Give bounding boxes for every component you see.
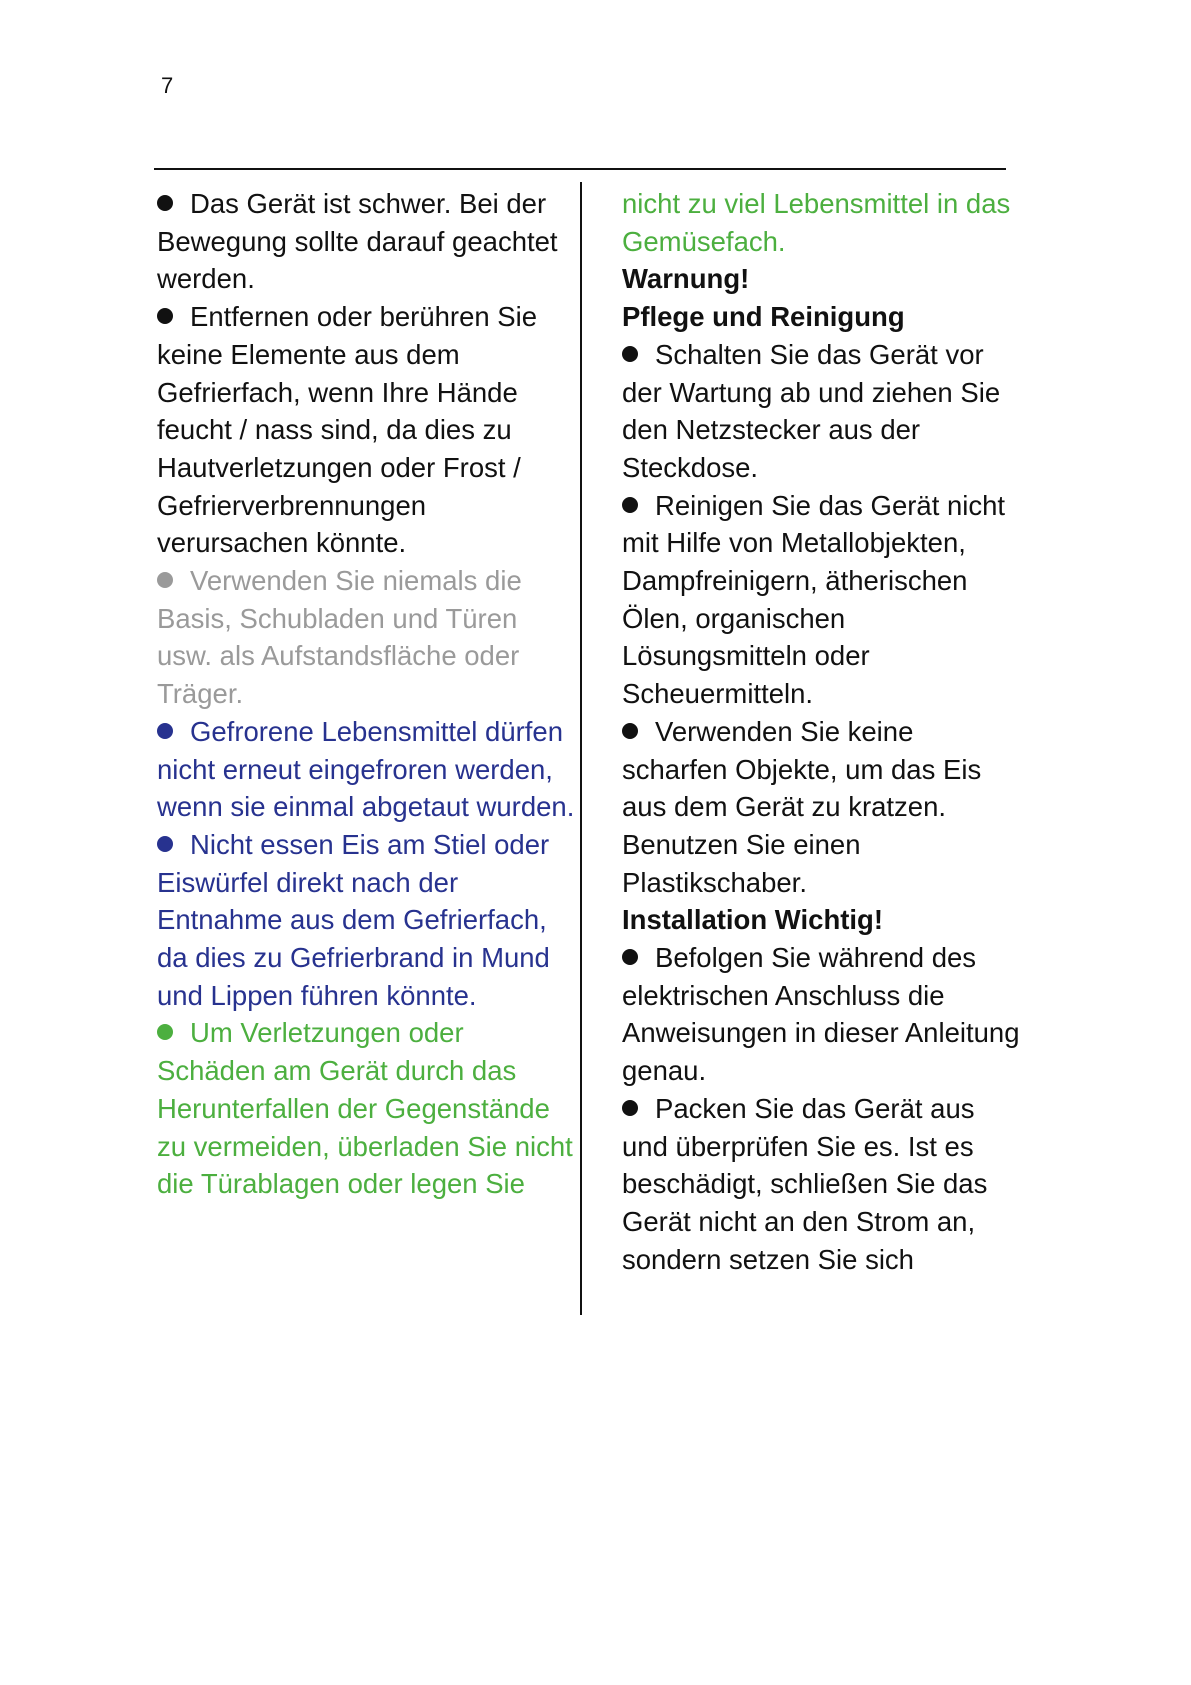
bullet-text: Packen Sie das Gerät aus und überprüfen Sie es. Ist es beschädigt, schließen Sie das Gerät nicht an den Strom an, sondern setzen Sie sich	[622, 1092, 988, 1275]
bullet-item	[157, 713, 577, 826]
bullet-item	[157, 826, 577, 1015]
bullet-text: Um Verletzungen oder Schäden am Gerät durch das Herunterfallen der Gegenstände zu vermeiden, überladen Sie nicht die Türablagen oder legen Sie	[157, 1017, 573, 1200]
bullet-icon	[157, 1024, 173, 1040]
bullet-icon	[157, 308, 173, 324]
bullet-text: Reinigen Sie das Gerät nicht mit Hilfe von Metallobjekten, Dampfreinigern, ätherischen Ölen, organischen Lösungsmitteln oder Scheuermitteln.	[622, 489, 1006, 710]
care-heading: Pflege und Reinigung	[622, 301, 905, 333]
bullet-item	[622, 1090, 1022, 1279]
bullet-icon	[622, 346, 638, 362]
bullet-icon	[622, 497, 638, 513]
bullet-text: Nicht essen Eis am Stiel oder Eiswürfel direkt nach der Entnahme aus dem Gefrierfach, da dies zu Gefrierbrand in Mund und Lippen führen könnte.	[157, 828, 550, 1011]
bullet-text: Befolgen Sie während des elektrischen Anschluss die Anweisungen in dieser Anleitung genau.	[622, 942, 1020, 1087]
bullet-item	[157, 1014, 577, 1203]
right-column	[622, 185, 1022, 1278]
bullet-text: Schalten Sie das Gerät vor der Wartung ab und ziehen Sie den Netzstecker aus der Steckdose.	[622, 338, 1001, 483]
bullet-icon	[622, 723, 638, 739]
header-rule	[154, 168, 1006, 170]
bullet-item	[157, 562, 577, 713]
column-divider	[580, 182, 582, 1315]
bullet-item	[157, 298, 577, 562]
continuation-text: nicht zu viel Lebensmittel in das Gemüsefach.	[622, 188, 1011, 257]
bullet-icon	[622, 1100, 638, 1116]
bullet-item	[622, 336, 1022, 487]
bullet-icon	[622, 949, 638, 965]
bullet-text: Gefrorene Lebensmittel dürfen nicht erneut eingefroren werden, wenn sie einmal abgetaut wurden.	[157, 715, 575, 823]
bullet-text: Entfernen oder berühren Sie keine Elemente aus dem Gefrierfach, wenn Ihre Hände feucht / nass sind, da dies zu Hautverletzungen oder Frost / Gefrierverbrennungen verursachen könnte.	[157, 301, 538, 559]
bullet-item	[622, 939, 1022, 1090]
page-number: 7	[161, 73, 174, 98]
bullet-icon	[157, 572, 173, 588]
bullet-text: Verwenden Sie keine scharfen Objekte, um das Eis aus dem Gerät zu kratzen. Benutzen Sie einen Plastikschaber.	[622, 715, 982, 898]
warning-heading: Warnung!	[622, 263, 750, 295]
bullet-icon	[157, 195, 173, 211]
bullet-icon	[157, 723, 173, 739]
bullet-item	[622, 713, 1022, 902]
bullet-icon	[157, 836, 173, 852]
bullet-text: Verwenden Sie niemals die Basis, Schubladen und Türen usw. als Aufstandsfläche oder Träger.	[157, 565, 522, 710]
installation-heading: Installation Wichtig!	[622, 904, 883, 936]
bullet-item	[622, 487, 1022, 713]
bullet-item	[157, 185, 577, 298]
left-column	[157, 185, 577, 1203]
bullet-text: Das Gerät ist schwer. Bei der Bewegung sollte darauf geachtet werden.	[157, 188, 558, 295]
